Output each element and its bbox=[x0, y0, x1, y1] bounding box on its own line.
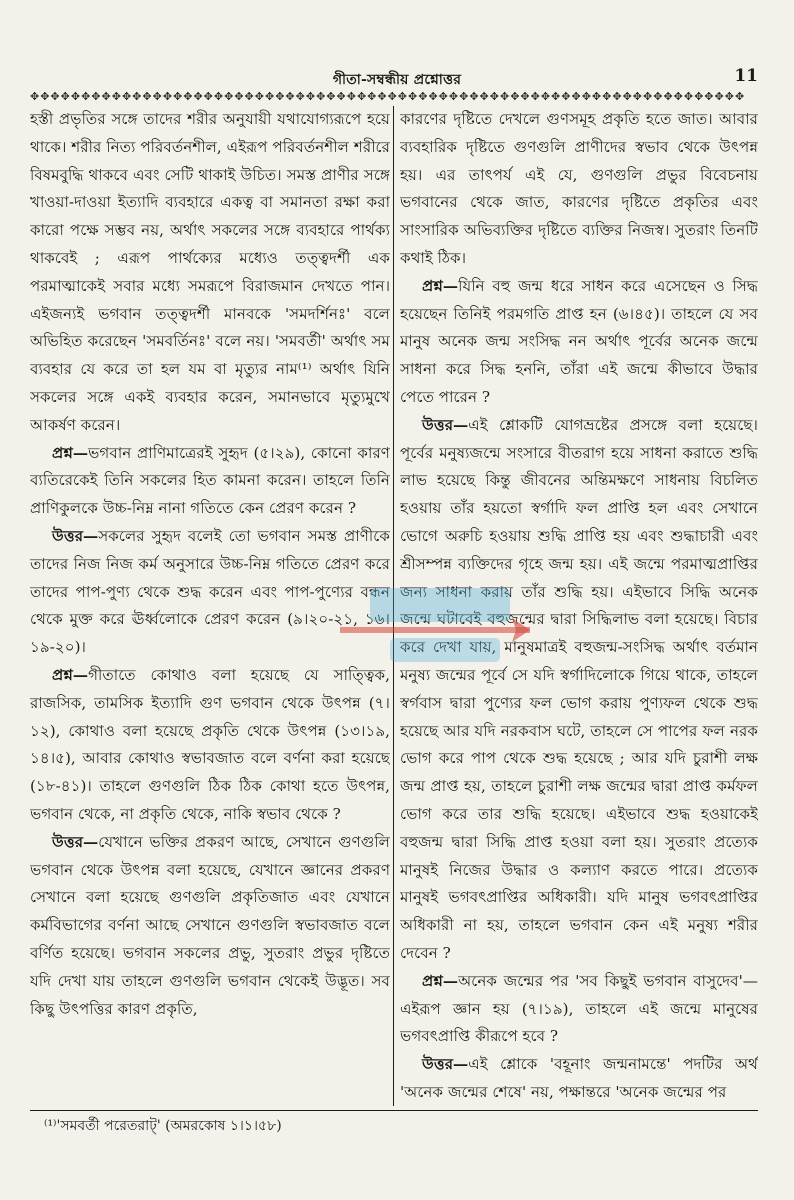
paragraph-text: এই শ্লোকে 'বহূনাং জন্মনামন্তে' পদটির অর্থ 'অনেক জন্মের শেষে' নয়, পক্ষান্তরে 'অনেক জন্মের পর bbox=[400, 1055, 758, 1101]
paragraph bbox=[30, 106, 390, 440]
paragraph bbox=[400, 1051, 758, 1106]
paragraph-text: অনেক জন্মের পর 'সব কিছুই ভগবান বাসুদেব'—এইরূপ জ্ঞান হয় (৭।১৯), তাহলে এই জন্মে মানুষের ভগবৎপ্রাপ্তি কীরূপে হবে ? bbox=[400, 971, 758, 1046]
page-number: 11 bbox=[734, 66, 758, 86]
paragraph-text: যেখানে ভক্তির প্রকরণ আছে, সেখানে গুণগুলি ভগবান থেকে উৎপন্ন বলা হয়েছে, যেখানে জ্ঞানের প্রকরণ সেখানে বলা হয়েছে গুণগুলি প্রকৃতিজাত এবং যেখানে কর্মবিভাগের বর্ণনা আছে সেখানে গুণগুলি স্বভাবজাত বলে বর্ণিত হয়েছে। ভগবান সকলের প্রভু, সুতরাং প্রভুর দৃষ্টিতে যদি দেখা যায় তাহলে গুণগুলি ভগবান থেকেই উদ্ভূত। সব কিছু উৎপত্তির কারণ প্রকৃতি, bbox=[30, 832, 390, 1018]
footnote: ⁽¹⁾'সমবর্তী পরেতরাট্' (অমরকোষ ১।১।৫৮) bbox=[44, 1118, 282, 1134]
qa-lead-label: প্রশ্ন— bbox=[422, 971, 459, 990]
qa-lead-label: প্রশ্ন— bbox=[52, 443, 89, 462]
paragraph bbox=[30, 440, 390, 523]
qa-lead-label: উত্তর— bbox=[422, 1055, 469, 1074]
paragraph bbox=[400, 273, 758, 412]
qa-lead-label: উত্তর— bbox=[52, 832, 99, 851]
paragraph-text: সকলের সুহৃদ বলেই তো ভগবান সমস্ত প্রাণীকে তাদের নিজ নিজ কর্ম অনুসারে উচ্চ-নিম্ন গতিতে প্রেরণ করে তাদের পাপ-পুণ্য থেকে শুদ্ধ করেন এবং পাপ-পুণ্যের বন্ধন থেকে মুক্ত করে ঊর্ধ্বলোকে প্রেরণ করেন (৯।২০-২১, ১৬।১৯-২০)। bbox=[30, 526, 390, 657]
watermark-logo bbox=[330, 560, 550, 680]
qa-lead-label: প্রশ্ন— bbox=[52, 665, 89, 684]
paragraph bbox=[400, 412, 758, 968]
paragraph-text: হস্তী প্রভৃতির সঙ্গে তাদের শরীর অনুযায়ী যথাযোগ্যরূপে হয়ে থাকে। শরীর নিত্য পরিবর্তনশীল, এইরূপ পরিবর্তনশীল শরীরে বিষমবুদ্ধি থাকবে এবং সেটি থাকাই উচিত। সমস্ত প্রাণীর সঙ্গে খাওয়া-দাওয়া ইত্যাদি ব্যবহারে একত্ব বা সমানতা রক্ষা করা কারো পক্ষে সম্ভব নয়, অর্থাৎ সকলের সঙ্গে ব্যবহারে পার্থক্য থাকবেই ; এরূপ পার্থক্যের মধ্যেও তত্ত্বদর্শী এক পরমাত্মাকেই সবার মধ্যে সমরূপে বিরাজমান দেখতে পান। এইজন্যই ভগবান তত্ত্বদর্শী মানবকে 'সমদর্শিনঃ' বলে অভিহিত করেছেন 'সমবর্তিনঃ' বলে নয়। 'সমবর্তী' অর্থাৎ সম ব্যবহার যে করে তা হল যম বা মৃত্যুর নাম⁽¹⁾ অর্থাৎ যিনি সকলের সঙ্গে একই ব্যবহার করেন, সমানভাবে মৃত্যুমুখে আকর্ষণ করেন। bbox=[30, 110, 390, 434]
footnote-rule bbox=[30, 1110, 758, 1111]
paragraph bbox=[400, 106, 758, 273]
qa-lead-label: উত্তর— bbox=[422, 415, 469, 434]
ornamental-border: ✥✥✥✥✥✥✥✥✥✥✥✥✥✥✥✥✥✥✥✥✥✥✥✥✥✥✥✥✥✥✥✥✥✥✥✥✥✥✥✥✥✥✥✥✥✥✥✥✥✥✥✥✥✥✥✥✥✥✥✥✥✥✥✥✥✥✥✥✥✥ bbox=[30, 90, 746, 103]
paragraph bbox=[400, 968, 758, 1051]
paragraph-text: এই শ্লোকটি যোগভ্রষ্টের প্রসঙ্গে বলা হয়েছে। পূর্বের মনুষ্যজন্মে সংসারে বীতরাগ হয়ে সাধনা করাতে শুদ্ধি লাভ হয়েছে কিন্তু জীবনের অন্তিমক্ষণে সাধনায় বিচলিত হওয়ায় তাঁর হয়তো স্বর্গাদি ফল প্রাপ্তি হল এবং সেখানে ভোগে অরুচি হওয়ায় শুদ্ধি প্রাপ্তি হয় এবং শুদ্ধাচারী এবং শ্রীসম্পন্ন ব্যক্তিদের গৃহে জন্ম হয়। এই জন্মে পরমাত্মপ্রাপ্তির জন্য সাধনা করায় তাঁর শুদ্ধি হয়। এইভাবে সিদ্ধি অনেক জন্মে ঘটাবেই বহুজন্মের দ্বারা সিদ্ধিলাভ বলা হয়েছে। বিচার করে দেখা যায়, মানুষমাত্রই বহুজন্ম-সংসিদ্ধ অর্থাৎ বর্তমান মনুষ্য জন্মের পূর্বে সে যদি স্বর্গাদিলোকে গিয়ে থাকে, তাহলে স্বর্গবাস দ্বারা পুণ্যের ফল ভোগ করায় পুণ্যফল থেকে শুদ্ধ হয়েছে আর যদি নরকবাস ঘটে, তাহলে সে পাপের ফল নরক ভোগ করে পাপ থেকে শুদ্ধ হয়েছে ; আর যদি চুরাশী লক্ষ জন্ম প্রাপ্ত হয়, তাহলে চুরাশী লক্ষ জন্মের দ্বারা প্রাপ্ত কর্মফল ভোগ করে তার শুদ্ধি হয়েছে। এইভাবে শুদ্ধ হওয়াকেই বহুজন্ম দ্বারা সিদ্ধি প্রাপ্ত হওয়া বলা হয়। সুতরাং প্রত্যেক মানুষই নিজের উদ্ধার ও কল্যাণ করতে পারে। প্রত্যেক মানুষই ভগবৎপ্রাপ্তির অধিকারী। যদি মানুষ ভগবৎপ্রাপ্তির অধিকারী না হয়, তাহলে ভগবান কেন এই মনুষ্য শরীর দেবেন ? bbox=[400, 415, 758, 962]
paragraph bbox=[30, 829, 390, 1024]
paragraph-text: ভগবান প্রাণিমাত্রেরই সুহৃদ (৫।২৯), কোনো কারণ ব্যতিরেকেই তিনি সকলের হিত কামনা করেন। তাহলে তিনি প্রাণিকুলকে উচ্চ-নিম্ন নানা গতিতে কেন প্রেরণ করেন ? bbox=[30, 443, 390, 518]
page-header bbox=[30, 62, 764, 88]
running-title: গীতা-সম্বন্ধীয় প্রশ্নোত্তর bbox=[332, 72, 462, 88]
qa-lead-label: প্রশ্ন— bbox=[422, 276, 459, 295]
paragraph-text: কারণের দৃষ্টিতে দেখলে গুণসমূহ প্রকৃতি হতে জাত। আবার ব্যবহারিক দৃষ্টিতে গুণগুলি প্রাণীদের স্বভাব থেকে উৎপন্ন হয়। এর তাৎপর্য এই যে, গুণগুলি প্রভুর বিবেচনায় ভগবানের থেকে জাত, কারণের দৃষ্টিতে প্রকৃতির এবং সাংসারিক অভিব্যক্তির দৃষ্টিতে ব্যক্তির নিজস্ব। সুতরাং তিনটি কথাই ঠিক। bbox=[400, 110, 758, 267]
qa-lead-label: উত্তর— bbox=[52, 526, 99, 545]
paragraph-text: যিনি বহু জন্ম ধরে সাধন করে এসেছেন ও সিদ্ধ হয়েছেন তিনিই পরমগতি প্রাপ্ত হন (৬।৪৫)। তাহলে যে সব মানুষ অনেক জন্ম সংসিদ্ধ নন অর্থাৎ পূর্বের অনেক জন্মে সাধনা করে সিদ্ধ হননি, তাঁরা এই জন্মে কীভাবে উদ্ধার পেতে পারেন ? bbox=[400, 276, 758, 406]
paragraph bbox=[30, 662, 390, 829]
paragraph-text: গীতাতে কোথাও বলা হয়েছে যে সাত্ত্বিক, রাজসিক, তামসিক ইত্যাদি গুণ ভগবান থেকে উৎপন্ন (৭।১২), কোথাও বলা হয়েছে প্রকৃতি থেকে উৎপন্ন (১৩।১৯, ১৪।৫), আবার কোথাও স্বভাবজাত বলে বর্ণনা করা হয়েছে (১৮-৪১)। তাহলে গুণগুলি ঠিক ঠিক কোথা হতে উৎপন্ন, ভগবান থেকে, না প্রকৃতি থেকে, নাকি স্বভাব থেকে ? bbox=[30, 665, 390, 823]
